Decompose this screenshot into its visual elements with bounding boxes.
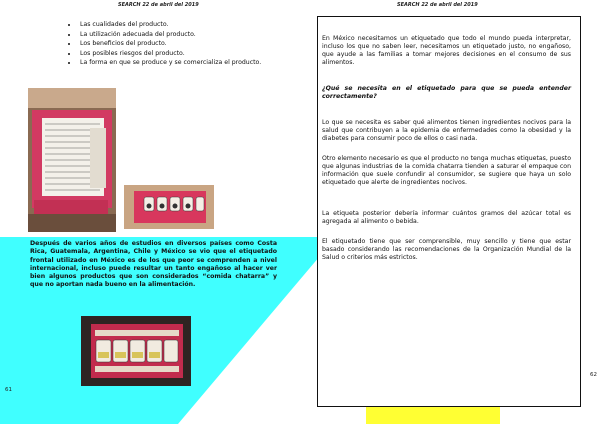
body-paragraph: Otro elemento necesario es que el producto no tenga muchas etiquetas, puesto que algunas industrias de la comida chatarra tienden a saturar el empaque con información que suele confundir al consumidor, se sugiere que haya un solo etiquetado que alerte de ingredientes nocivos.: [322, 155, 571, 186]
left-paragraph: Después de varios años de estudios en diversos países como Costa Rica, Guatemala, Argentina, Chile y México se vio que el etiquetado frontal utilizado en México es de los que peor se comprenden a nivel internacional, incluso puede resultar un tanto engañoso al hacer ver bien algunos productos que son considerados “comida chatarra” y que no aportan nada bueno en la alimentación.: [30, 240, 277, 289]
question-heading: ¿Qué se necesita en el etiquetado para que se pueda entender correctamente?: [322, 85, 571, 100]
body-paragraph: La etiqueta posterior debería informar cuántos gramos del azúcar total es agregada al alimento o bebida.: [322, 210, 571, 225]
page-number-right: 62: [590, 372, 597, 378]
gda-label-photo: [81, 316, 191, 386]
page-number-left: 61: [5, 387, 12, 393]
list-item: • La forma en que se produce y se comercializa el producto.: [78, 58, 261, 68]
front-label-photo: [124, 185, 214, 229]
intro-paragraph: En México necesitamos un etiquetado que todo el mundo pueda interpretar, incluso los que no saben leer, necesitamos un etiquetado justo, no engañoso, que ayude a las familias a tomar mejores decisiones en el consumo de sus alimentos.: [322, 35, 571, 66]
body-paragraph: El etiquetado tiene que ser comprensible, muy sencillo y tiene que estar basado considerando las recomendaciones de la Organización Mundial de la Salud o criterios más estrictos.: [322, 238, 571, 261]
list-item: • La utilización adecuada del producto.: [78, 30, 261, 40]
list-item: • Las cualidades del producto.: [78, 20, 261, 30]
body-paragraph: Lo que se necesita es saber qué alimentos tienen ingredientes nocivos para la salud que contribuyen a la epidemia de enfermedades como la obesidad y la diabetes para consumir poco de ellos o casi nada.: [322, 119, 571, 142]
header-right: SEARCH 22 de abril del 2019: [397, 2, 478, 8]
bullet-list: [56, 20, 261, 68]
header-left: SEARCH 22 de abril del 2019: [118, 2, 199, 8]
nutrition-label-photo: [28, 88, 116, 232]
list-item: • Los posibles riesgos del producto.: [78, 49, 261, 59]
list-item: • Los beneficios del producto.: [78, 39, 261, 49]
